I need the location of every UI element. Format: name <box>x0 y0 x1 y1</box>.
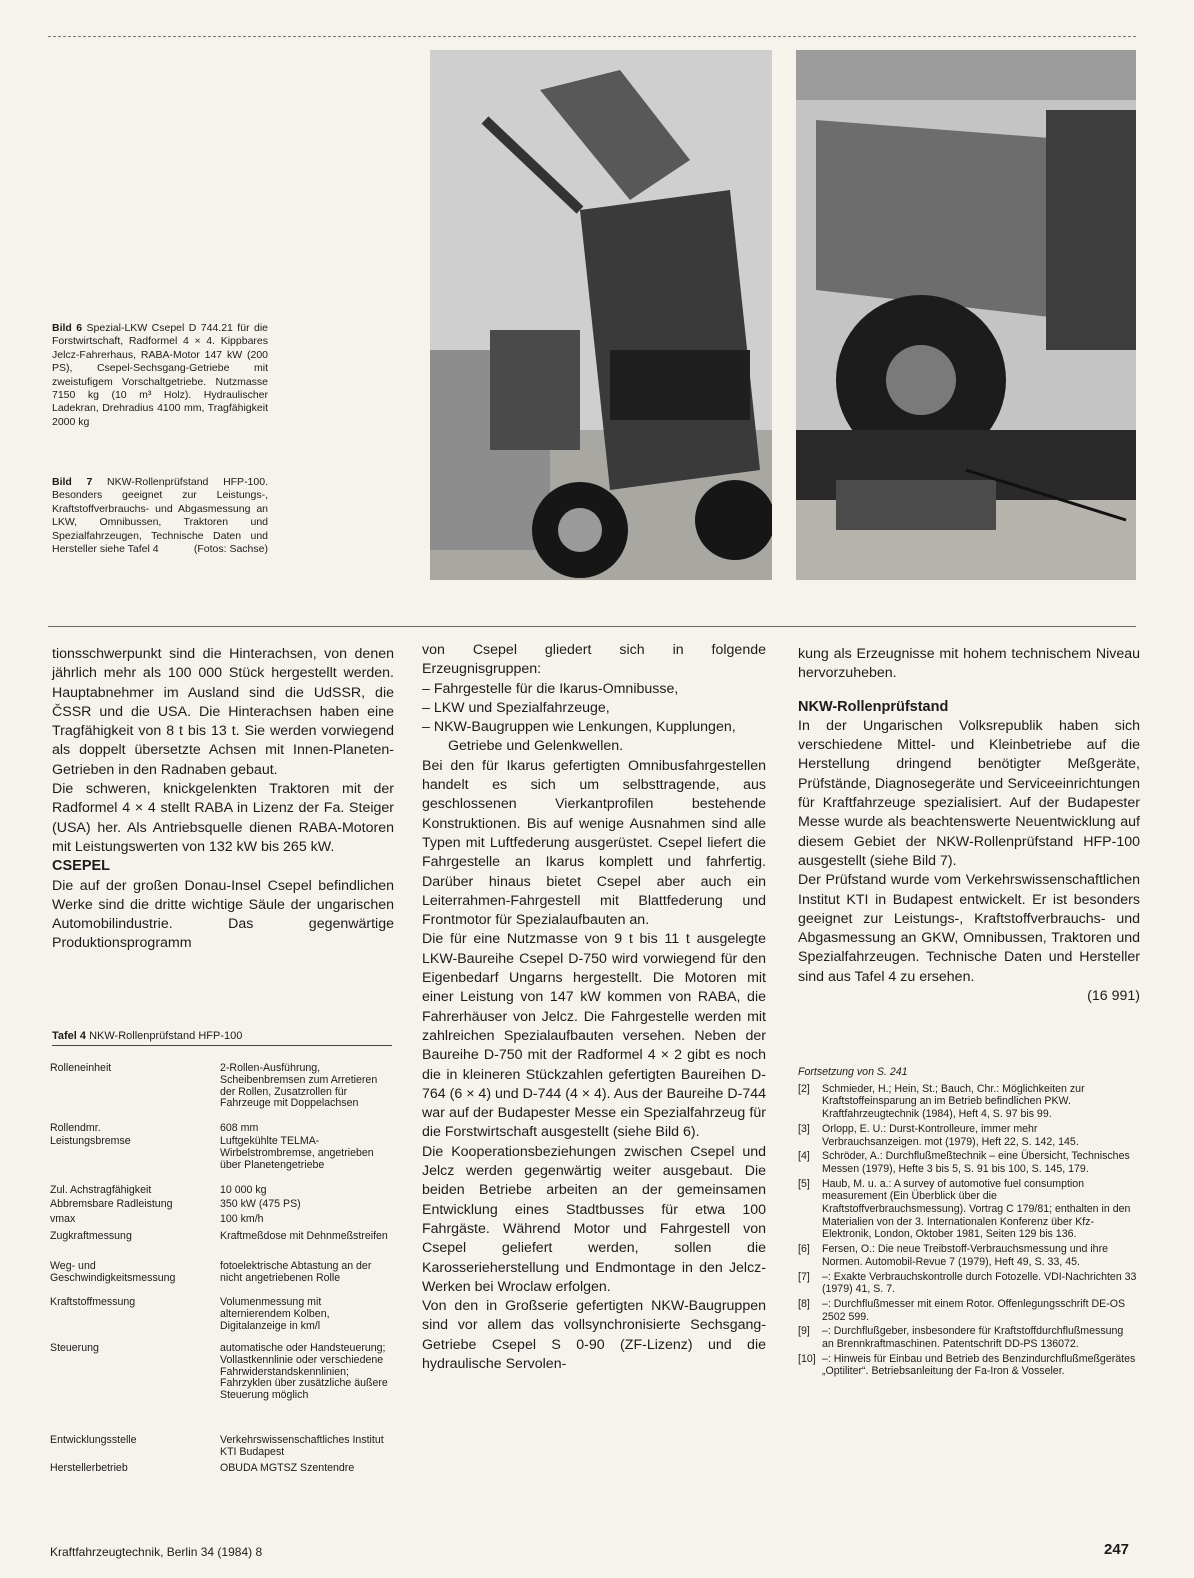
paragraph: Die für eine Nutzmasse von 9 t bis 11 t ausgelegte LKW-Baureihe Csepel D-750 wird vorwiegend für den Eigenbedarf Ungarns hergestellt. Die Motoren mit einer Leistung von 147 kW kommen von RABA, die Fahrerhäuser von Jelcz. Die Fahrgestelle werden mit zahlreichen Spezialaufbauten versehen. Neben der Baureihe D-750 mit der Radformel 4 × 2 gibt es noch die in kleineren Stückzahlen gefertigten Baureihen D-764 (6 × 4) und D-744 (4 × 4). Aus der Baureihe D-744 war auf der Budapester Messe ein Spezialfahrzeug für die Forstwirtschaft ausgestellt (siehe Bild 6). <box>422 931 766 1141</box>
table-label: Tafel 4 <box>52 1030 87 1042</box>
reference-item: [6] Fersen, O.: Die neue Treibstoff-Verbrauchsmessung und ihre Normen. Automobil-Revue 7 (1979), Heft 49, S. 33, 45. <box>798 1243 1108 1268</box>
paragraph: Der Prüfstand wurde vom Verkehrswissenschaftlichen Institut KTI in Budapest entwickelt. Er ist besonders geeignet zur Leistungs-, Kraftstoffverbrauchs- und Abgasmessung an GKW, Omnibussen, Traktoren und Spezialfahrzeugen. Technische Daten und Hersteller sind aus Tafel 4 zu ersehen. <box>798 872 1140 985</box>
table-title <box>52 1030 392 1046</box>
paragraph: Bei den für Ikarus gefertigten Omnibusfahrgestellen handelt es sich um selbsttragende, aus geschlossenen Vierkantprofilen bestehende Konstruktionen. Bis auf wenige Ausnahmen sind alle Typen mit Luftfederung ausgerüstet. Csepel liefert die Fahrgestelle an Ikarus komplett und fahrfertig. Darüber hinaus bietet Csepel aber auch ein Leiterrahmen-Fahrgestell mit Blattfederung und Frontmotor für Spezialaufbauten an. <box>422 757 766 929</box>
article-code: (16 991) <box>1087 988 1140 1005</box>
reference-item: [3] Orlopp, E. U.: Durst-Kontrolleure, immer mehr Verbrauchsanzeigen. mot (1979), Heft 22, S. 142, 145. <box>798 1122 1079 1148</box>
paragraph: Die schweren, knickgelenkten Traktoren mit der Radformel 4 × 4 stellt RABA in Lizenz der Fa. Steiger (USA) her. Als Antriebsquelle dienen RABA-Motoren mit Leistungswerten von 132 kW bis 265 kW. <box>52 781 394 855</box>
list-item: – NKW-Baugruppen wie Lenkungen, Kupplungen, Getriebe und Gelenkwellen. <box>422 719 736 755</box>
product-list <box>422 680 766 757</box>
paragraph: tionsschwerpunkt sind die Hinterachsen, von denen jährlich mehr als 100 000 Stück hergestellt werden. Hauptabnehmer im Ausland sind die UdSSR, die ČSSR und die USA. Die Hinterachsen haben eine Tragfähigkeit von 8 t bis 13 t. Sie werden vorwiegend als doppelt übersetzte Achsen mit Innen-Planeten-Getrieben in den Radnaben gebaut. <box>52 646 394 778</box>
caption-text: Spezial-LKW Csepel D 744.21 für die Forstwirtschaft, Radformel 4 × 4. Kippbares Jelcz-Fahrerhaus, RABA-Motor 147 kW (200 PS), Csepel-Sechsgang-Getriebe mit zweistufigem Vorschaltgetriebe. Nutzmasse 7150 kg (10 m³ Holz). Hydraulischer Ladekran, Drehradius 4100 mm, Tragfähigkeit 2000 kg <box>52 322 269 428</box>
list-item: – Fahrgestelle für die Ikarus-Omnibusse, <box>422 680 679 697</box>
article-column-1 <box>52 645 394 954</box>
list-item: – LKW und Spezialfahrzeuge, <box>422 699 610 716</box>
caption-label: Bild 7 <box>52 476 93 488</box>
section-rule <box>48 626 1136 627</box>
reference-intro: Fortsetzung von S. 241 <box>798 1066 908 1078</box>
reference-item: [10] –: Hinweis für Einbau und Betrieb des Benzindurchflußmeßgerätes „Optiliter“. Betriebsanleitung der Fa-Iron & Vosseler. <box>798 1352 1136 1378</box>
photo-credit: (Fotos: Sachse) <box>193 543 268 556</box>
photo-bild-7 <box>796 50 1136 580</box>
top-rule <box>48 36 1136 37</box>
specs-table: Rolleneinheit 2-Rollen-Ausführung, Scheibenbremsen zum Arretieren der Rollen, Zusatzrollen für Fahrzeuge mit Doppelachsen Rollendmr. 608 mm Leistungsbremse Luftgekühlte TELMA-Wirbelstrombremse, angetrieben über Planetengetriebe Zul. Achstragfähigkeit 10 000 kg Abbremsbare Radleistung 350 kW (475 PS) vmax 100 km/h Zugkraftmessung Kraftmeßdose mit Dehnmeßstreifen Weg- und Geschwindigkeitsmessung fotoelektrische Abtastung an der nicht angetriebenen Rolle Kraftstoffmessung Volumenmessung mit alternierendem Kolben, Digitalanzeige in km/l Steuerung automatische oder Handsteuerung; Vollastkennlinie oder verschiedene Fahrwiderstandskennlinien; Fahrzyklen über zusätzliche äußere Steuerung möglich Entwicklungsstelle Verkehrswissenschaftliches Institut KTI Budapest Herstellerbetrieb OBUDA MGTSZ Szentendre <box>50 1062 388 1474</box>
page-number: 247 <box>1104 1541 1130 1558</box>
journal-footer: Kraftfahrzeugtechnik, Berlin 34 (1984) 8 <box>50 1545 263 1559</box>
paragraph: von Csepel gliedert sich in folgende Erzeugnisgruppen: <box>422 642 766 678</box>
photo-bild-6 <box>430 50 772 580</box>
reference-item: [2] Schmieder, H.; Hein, St.; Bauch, Chr.: Möglichkeiten zur Kraftstoffeinsparung an im Betrieb befindlichen PKW. Kraftfahrzeugtechnik (1984), Heft 4, S. 97 bis 99. <box>798 1082 1085 1121</box>
caption-text: NKW-Rollenprüfstand HFP-100. Besonders geeignet zur Leistungs-, Kraftstoffverbrauchs- und Abgasmessung an LKW, Omnibussen, Traktoren und Spezialfahrzeugen, Technische Daten und Hersteller siehe Tafel 4 <box>52 476 268 556</box>
article-column-2 <box>422 641 766 1374</box>
paragraph: In der Ungarischen Volksrepublik haben sich verschiedene Mittel- und Kleinbetriebe auf die Herstellung dringend benötigter Meßgeräte, Prüfstände, Diagnosegeräte und Serviceeinrichtungen für Kraftfahrzeuge spezialisiert. Auf der Budapester Messe wurde als beachtenswerte Neuentwicklung auf diesem Gebiet der NKW-Rollenprüfstand HFP-100 ausgestellt (siehe Bild 7). <box>798 717 1140 869</box>
reference-list <box>798 1066 1138 1380</box>
table-title-text: NKW-Rollenprüfstand HFP-100 <box>86 1030 243 1042</box>
article-column-3 <box>798 645 1140 1006</box>
reference-item: [8] –: Durchflußmesser mit einem Rotor. Offenlegungsschrift DE-OS 2502 599. <box>798 1297 1126 1323</box>
paragraph: kung als Erzeugnisse mit hohem technischem Niveau hervorzuheben. <box>798 646 1140 682</box>
caption-label: Bild 6 <box>52 322 83 334</box>
reference-item: [9] –: Durchflußgeber, insbesondere für Kraftstoffdurchflußmessung an Brennkraftmaschinen. Patentschrift DD-PS 136072. <box>798 1325 1124 1351</box>
paragraph: Die Kooperationsbeziehungen zwischen Csepel und Jelcz werden gegenwärtig weiter ausgebaut. Die beiden Betriebe arbeiten an der gemeinsamen Entwicklung eines Stadtbusses für etwa 100 Fahrgäste. Während Motor und Fahrgestell von Csepel geliefert werden, sollen die Karosserieherstellung und Endmontage in den Jelcz-Werken bei Wroclaw erfolgen. <box>422 1143 766 1295</box>
caption-bild-6 <box>52 322 268 429</box>
section-heading: CSEPEL <box>52 858 111 875</box>
caption-bild-7 <box>52 476 268 556</box>
section-heading: NKW-Rollenprüfstand <box>798 698 949 715</box>
reference-item: [4] Schröder, A.: Durchflußmeßtechnik – eine Übersicht, Technisches Messen (1979), Hefte 3 bis 5, S. 91 bis 100, S. 145, 179. <box>798 1150 1130 1175</box>
paragraph: Von den in Großserie gefertigten NKW-Baugruppen sind vor allem das vollsynchronisierte Sechsgang-Getriebe Csepel S 0-90 (ZF-Lizenz) und die hydraulische Servolen- <box>422 1298 766 1372</box>
reference-item: [7] –: Exakte Verbrauchskontrolle durch Fotozelle. VDI-Nachrichten 33 (1979) 41, S. 7. <box>798 1270 1137 1296</box>
paragraph: Die auf der großen Donau-Insel Csepel befindlichen Werke sind die dritte wichtige Säule der ungarischen Automobilindustrie. Das gegenwärtige Produktionsprogramm <box>52 877 394 952</box>
reference-item: [5] Haub, M. u. a.: A survey of automotive fuel consumption measurement (Ein Überblick über die Kraftstoffverbrauchsmessung). Vortrag C 179/81; enthalten in den Materialien von der 3. Internationalen Konferenz über Kfz-Elektronik, London, Oktober 1981, Seiten 129 bis 136. <box>798 1177 1131 1241</box>
